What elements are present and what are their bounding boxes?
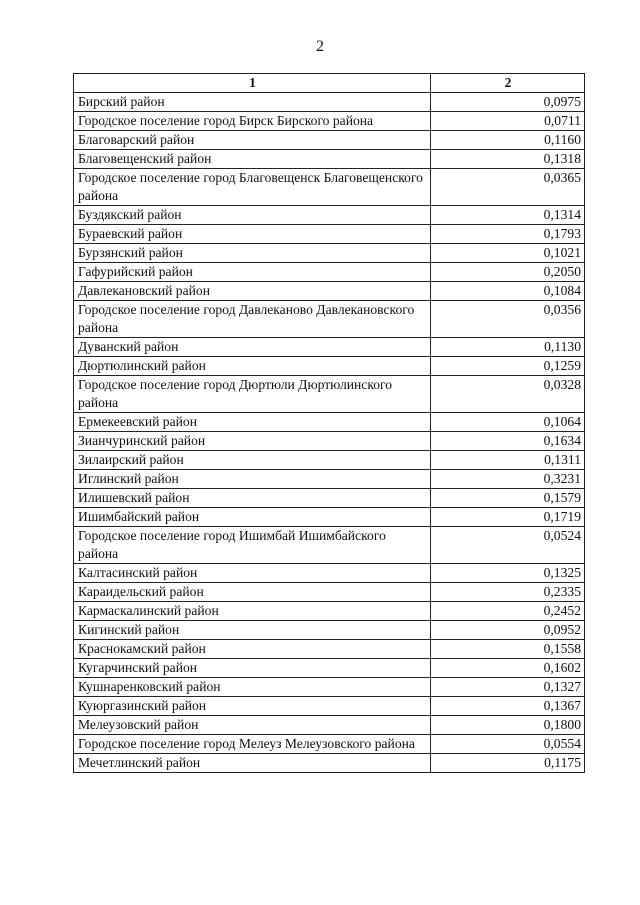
coefficient-value: 0,2452 <box>431 602 585 621</box>
coefficient-value: 0,1064 <box>431 413 585 432</box>
coefficient-value: 0,1719 <box>431 508 585 527</box>
table-row <box>74 263 585 282</box>
district-name: Бурзянский район <box>74 244 431 263</box>
table-row <box>74 206 585 225</box>
coefficient-value: 0,0975 <box>431 93 585 112</box>
coefficient-value: 0,0711 <box>431 112 585 131</box>
coefficient-value: 0,1318 <box>431 150 585 169</box>
table-row <box>74 754 585 773</box>
table-row <box>74 678 585 697</box>
coefficient-value: 0,1259 <box>431 357 585 376</box>
table-row <box>74 432 585 451</box>
table-row <box>74 602 585 621</box>
district-name: Городское поселение город Благовещенск Благовещенского района <box>74 169 431 206</box>
coefficient-value: 0,1579 <box>431 489 585 508</box>
table-row <box>74 451 585 470</box>
table-row <box>74 697 585 716</box>
coefficient-value: 0,1021 <box>431 244 585 263</box>
district-name: Ермекеевский район <box>74 413 431 432</box>
district-name: Зилаирский район <box>74 451 431 470</box>
coefficient-value: 0,0365 <box>431 169 585 206</box>
table-row <box>74 489 585 508</box>
district-name: Караидельский район <box>74 583 431 602</box>
table-row <box>74 301 585 338</box>
column-header-2: 2 <box>431 74 585 93</box>
coefficient-value: 0,0952 <box>431 621 585 640</box>
coefficient-value: 0,1602 <box>431 659 585 678</box>
table-row <box>74 716 585 735</box>
coefficient-value: 0,0554 <box>431 735 585 754</box>
district-name: Кушнаренковский район <box>74 678 431 697</box>
table-row <box>74 527 585 564</box>
table-row <box>74 93 585 112</box>
coefficient-value: 0,1084 <box>431 282 585 301</box>
coefficient-value: 0,1325 <box>431 564 585 583</box>
coefficient-value: 0,1327 <box>431 678 585 697</box>
coefficient-value: 0,1130 <box>431 338 585 357</box>
district-name: Дуванский район <box>74 338 431 357</box>
district-name: Куюргазинский район <box>74 697 431 716</box>
table-row <box>74 376 585 413</box>
table-row <box>74 735 585 754</box>
district-name: Городское поселение город Давлеканово Давлекановского района <box>74 301 431 338</box>
district-name: Буздякский район <box>74 206 431 225</box>
district-name: Дюртюлинский район <box>74 357 431 376</box>
district-name: Бирский район <box>74 93 431 112</box>
coefficient-value: 0,1558 <box>431 640 585 659</box>
coefficient-value: 0,2050 <box>431 263 585 282</box>
coefficient-value: 0,1800 <box>431 716 585 735</box>
table-row <box>74 621 585 640</box>
coefficient-value: 0,0328 <box>431 376 585 413</box>
coefficients-table <box>73 73 585 773</box>
table-row <box>74 282 585 301</box>
district-name: Благоварский район <box>74 131 431 150</box>
coefficient-value: 0,0356 <box>431 301 585 338</box>
table-row <box>74 112 585 131</box>
district-name: Мечетлинский район <box>74 754 431 773</box>
column-header-1: 1 <box>74 74 431 93</box>
district-name: Городское поселение город Ишимбай Ишимбайского района <box>74 527 431 564</box>
table-row <box>74 413 585 432</box>
district-name: Бураевский район <box>74 225 431 244</box>
district-name: Кугарчинский район <box>74 659 431 678</box>
coefficient-value: 0,1793 <box>431 225 585 244</box>
table-header-row <box>74 74 585 93</box>
table-row <box>74 244 585 263</box>
district-name: Илишевский район <box>74 489 431 508</box>
table-row <box>74 150 585 169</box>
district-name: Кармаскалинский район <box>74 602 431 621</box>
coefficient-value: 0,1311 <box>431 451 585 470</box>
coefficient-value: 0,0524 <box>431 527 585 564</box>
coefficient-value: 0,2335 <box>431 583 585 602</box>
district-name: Городское поселение город Мелеуз Мелеузовского района <box>74 735 431 754</box>
table-row <box>74 659 585 678</box>
table-row <box>74 564 585 583</box>
coefficient-value: 0,1367 <box>431 697 585 716</box>
district-name: Гафурийский район <box>74 263 431 282</box>
table-row <box>74 583 585 602</box>
table-row <box>74 338 585 357</box>
page-number: 2 <box>316 38 324 55</box>
coefficient-value: 0,1175 <box>431 754 585 773</box>
table-row <box>74 470 585 489</box>
table-row <box>74 357 585 376</box>
coefficient-value: 0,1634 <box>431 432 585 451</box>
district-name: Иглинский район <box>74 470 431 489</box>
table-row <box>74 640 585 659</box>
district-name: Городское поселение город Бирск Бирского района <box>74 112 431 131</box>
table-row <box>74 225 585 244</box>
table-row <box>74 131 585 150</box>
district-name: Кигинский район <box>74 621 431 640</box>
coefficient-value: 0,1314 <box>431 206 585 225</box>
district-name: Краснокамский район <box>74 640 431 659</box>
district-name: Мелеузовский район <box>74 716 431 735</box>
table-row <box>74 169 585 206</box>
district-name: Давлекановский район <box>74 282 431 301</box>
district-name: Зианчуринский район <box>74 432 431 451</box>
district-name: Благовещенский район <box>74 150 431 169</box>
coefficient-value: 0,1160 <box>431 131 585 150</box>
district-name: Ишимбайский район <box>74 508 431 527</box>
coefficient-value: 0,3231 <box>431 470 585 489</box>
district-name: Калтасинский район <box>74 564 431 583</box>
table-row <box>74 508 585 527</box>
district-name: Городское поселение город Дюртюли Дюртюлинского района <box>74 376 431 413</box>
